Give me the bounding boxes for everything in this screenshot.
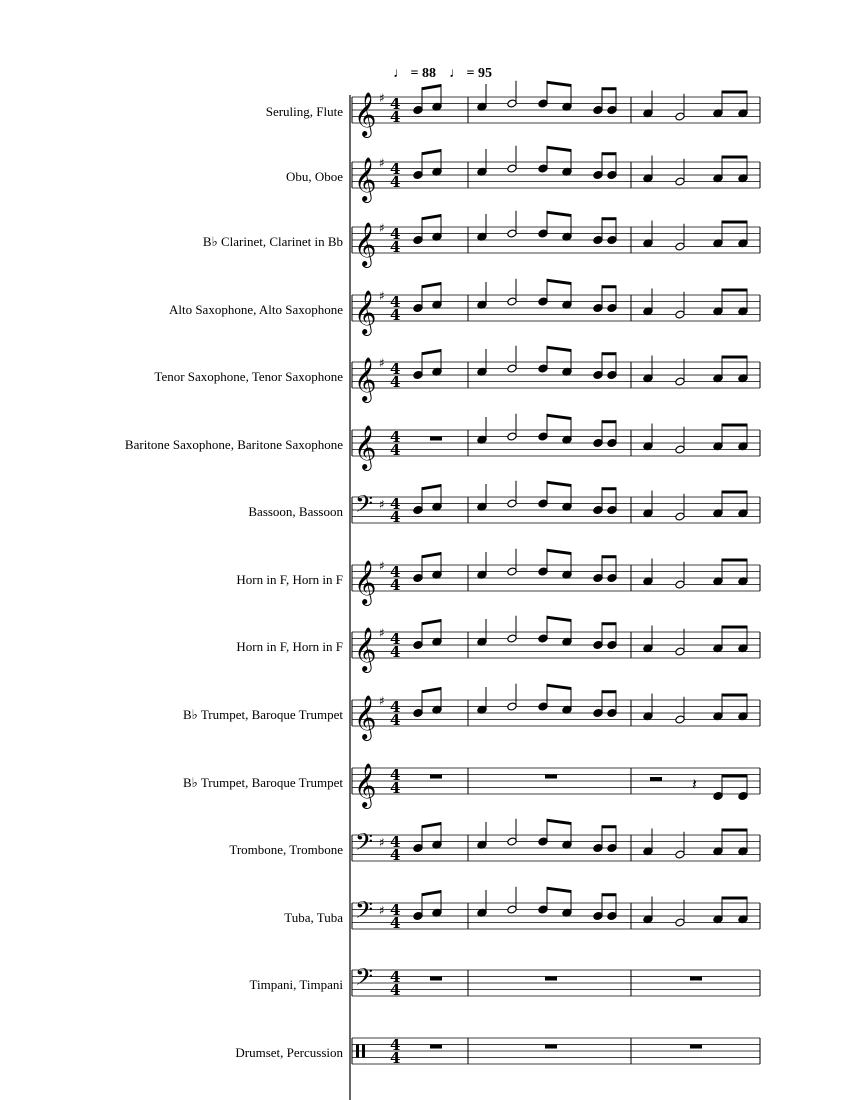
note-beam (422, 552, 441, 558)
staff-label: Drumset, Percussion (235, 1045, 343, 1060)
note-beam (722, 559, 747, 562)
note-beam (602, 352, 616, 355)
percussion-clef-icon (356, 1045, 359, 1058)
key-sharp-icon: ♯ (379, 559, 385, 573)
note-beam (602, 217, 616, 220)
key-sharp-icon: ♯ (379, 289, 385, 303)
time-sig-bottom: 4 (390, 373, 401, 391)
quarter-rest-icon: 𝄽 (692, 774, 697, 794)
time-sig-bottom: 4 (390, 779, 401, 797)
time-sig-bottom: 4 (390, 441, 401, 459)
key-sharp-icon: ♯ (379, 835, 385, 850)
note-beam (722, 91, 747, 94)
note-beam (602, 690, 616, 693)
note-beam (602, 487, 616, 490)
key-sharp-icon: ♯ (379, 497, 385, 512)
staff-15 (352, 1038, 760, 1064)
note-beam (722, 289, 747, 292)
time-sig-top: 4 (390, 630, 401, 648)
note-beam (547, 81, 571, 87)
time-sig-bottom: 4 (390, 238, 401, 256)
rest-glyph (430, 977, 442, 981)
staff-8 (352, 549, 760, 591)
staff-label: Bassoon, Bassoon (248, 504, 343, 519)
note-beam (722, 694, 747, 697)
bass-clef-icon: 𝄢 (355, 490, 374, 523)
percussion-clef-icon (362, 1045, 365, 1058)
time-sig-top: 4 (390, 698, 401, 716)
time-sig-top: 4 (390, 1036, 401, 1054)
tempo-1-text: = 88 (410, 66, 436, 81)
time-sig-bottom: 4 (390, 576, 401, 594)
time-sig-top: 4 (390, 160, 401, 178)
note-beam (422, 619, 441, 625)
staff-7 (352, 481, 760, 523)
key-sharp-icon: ♯ (379, 694, 385, 708)
treble-clef-icon: 𝄞 (354, 763, 377, 807)
time-sig-top: 4 (390, 428, 401, 446)
note-beam (422, 349, 441, 355)
treble-clef-icon: 𝄞 (354, 222, 377, 266)
time-sig-top: 4 (390, 901, 401, 919)
staff-label: B♭ Trumpet, Baroque Trumpet (183, 775, 343, 790)
note-beam (722, 897, 747, 900)
note-beam (547, 549, 571, 555)
time-sig-top: 4 (390, 563, 401, 581)
staff-6 (352, 414, 760, 456)
bass-clef-icon: 𝄢 (355, 896, 374, 929)
staff-label: Baritone Saxophone, Baritone Saxophone (124, 437, 343, 452)
treble-clef-icon: 𝄞 (354, 425, 377, 469)
note-beam (422, 890, 441, 896)
staff-label: Horn in F, Horn in F (236, 639, 343, 654)
key-sharp-icon: ♯ (379, 903, 385, 918)
staff-1 (352, 81, 760, 123)
staff-label: Obu, Oboe (285, 169, 343, 184)
note-beam (547, 346, 571, 352)
note-beam (422, 149, 441, 155)
time-sig-top: 4 (390, 360, 401, 378)
staff-9 (352, 616, 760, 658)
quarter-note-icon: ♩ (449, 66, 463, 81)
time-sig-bottom: 4 (390, 981, 401, 999)
staff-14 (352, 970, 760, 996)
time-sig-top: 4 (390, 833, 401, 851)
staff-13 (352, 887, 760, 929)
note-beam (602, 420, 616, 423)
note-beam (722, 424, 747, 427)
staff-4 (352, 279, 760, 321)
note-beam (422, 214, 441, 220)
rest-glyph (545, 775, 557, 779)
staff-label: B♭ Trumpet, Baroque Trumpet (183, 707, 343, 722)
staff-label: Timpani, Timpani (249, 977, 343, 992)
time-sig-top: 4 (390, 495, 401, 513)
treble-clef-icon: 𝄞 (354, 157, 377, 201)
time-sig-bottom: 4 (390, 173, 401, 191)
key-sharp-icon: ♯ (379, 156, 385, 170)
note-beam (547, 146, 571, 152)
time-sig-top: 4 (390, 293, 401, 311)
treble-clef-icon: 𝄞 (354, 560, 377, 604)
note-beam (602, 152, 616, 155)
staff-label: Tenor Saxophone, Tenor Saxophone (154, 369, 343, 384)
note-beam (547, 414, 571, 420)
time-sig-top: 4 (390, 968, 401, 986)
key-sharp-icon: ♯ (379, 91, 385, 105)
note-beam (722, 156, 747, 159)
note-beam (722, 775, 747, 778)
key-sharp-icon: ♯ (379, 221, 385, 235)
staff-2 (352, 146, 760, 188)
time-sig-bottom: 4 (390, 643, 401, 661)
bass-clef-icon: 𝄢 (355, 828, 374, 861)
note-beam (547, 279, 571, 285)
quarter-note-icon: ♩ (393, 66, 407, 81)
staff-label: B♭ Clarinet, Clarinet in Bb (202, 234, 343, 249)
note-beam (602, 825, 616, 828)
treble-clef-icon: 𝄞 (354, 290, 377, 334)
treble-clef-icon: 𝄞 (354, 92, 377, 136)
staff-label: Tuba, Tuba (284, 910, 343, 925)
time-sig-bottom: 4 (390, 846, 401, 864)
time-sig-bottom: 4 (390, 1049, 401, 1067)
time-sig-top: 4 (390, 95, 401, 113)
rest-glyph (430, 1045, 442, 1049)
key-sharp-icon: ♯ (379, 356, 385, 370)
time-sig-bottom: 4 (390, 306, 401, 324)
staff-label: Alto Saxophone, Alto Saxophone (168, 302, 343, 317)
note-beam (602, 555, 616, 558)
time-sig-bottom: 4 (390, 914, 401, 932)
rest-glyph (545, 1045, 557, 1049)
note-beam (547, 887, 571, 893)
rest-glyph (545, 977, 557, 981)
note-beam (547, 211, 571, 217)
time-sig-top: 4 (390, 766, 401, 784)
key-sharp-icon: ♯ (379, 626, 385, 640)
staff-12 (352, 819, 760, 861)
note-beam (722, 221, 747, 224)
note-beam (722, 829, 747, 832)
staff-3 (352, 211, 760, 253)
rest-glyph (430, 437, 442, 441)
time-sig-bottom: 4 (390, 508, 401, 526)
note-beam (602, 622, 616, 625)
rest-glyph (650, 777, 662, 781)
staff-5 (352, 346, 760, 388)
staff-11 (352, 768, 760, 800)
note-beam (422, 484, 441, 490)
staff-label: Seruling, Flute (265, 104, 343, 119)
note-beam (722, 626, 747, 629)
rest-glyph (430, 775, 442, 779)
staff-label: Horn in F, Horn in F (236, 572, 343, 587)
note-beam (547, 481, 571, 487)
note-beam (602, 893, 616, 896)
note-beam (722, 356, 747, 359)
note-beam (722, 491, 747, 494)
treble-clef-icon: 𝄞 (354, 357, 377, 401)
note-beam (547, 684, 571, 690)
note-beam (422, 687, 441, 693)
note-beam (547, 819, 571, 825)
time-sig-bottom: 4 (390, 108, 401, 126)
time-sig-bottom: 4 (390, 711, 401, 729)
note-beam (422, 822, 441, 828)
rest-glyph (690, 977, 702, 981)
note-beam (422, 84, 441, 90)
treble-clef-icon: 𝄞 (354, 695, 377, 739)
rest-glyph (690, 1045, 702, 1049)
note-beam (547, 616, 571, 622)
time-sig-top: 4 (390, 225, 401, 243)
treble-clef-icon: 𝄞 (354, 627, 377, 671)
bass-clef-icon: 𝄢 (355, 963, 374, 996)
staff-10 (352, 684, 760, 726)
staff-label: Trombone, Trombone (229, 842, 343, 857)
note-beam (602, 285, 616, 288)
note-beam (422, 282, 441, 288)
tempo-2-text: = 95 (466, 66, 492, 81)
note-beam (602, 87, 616, 90)
